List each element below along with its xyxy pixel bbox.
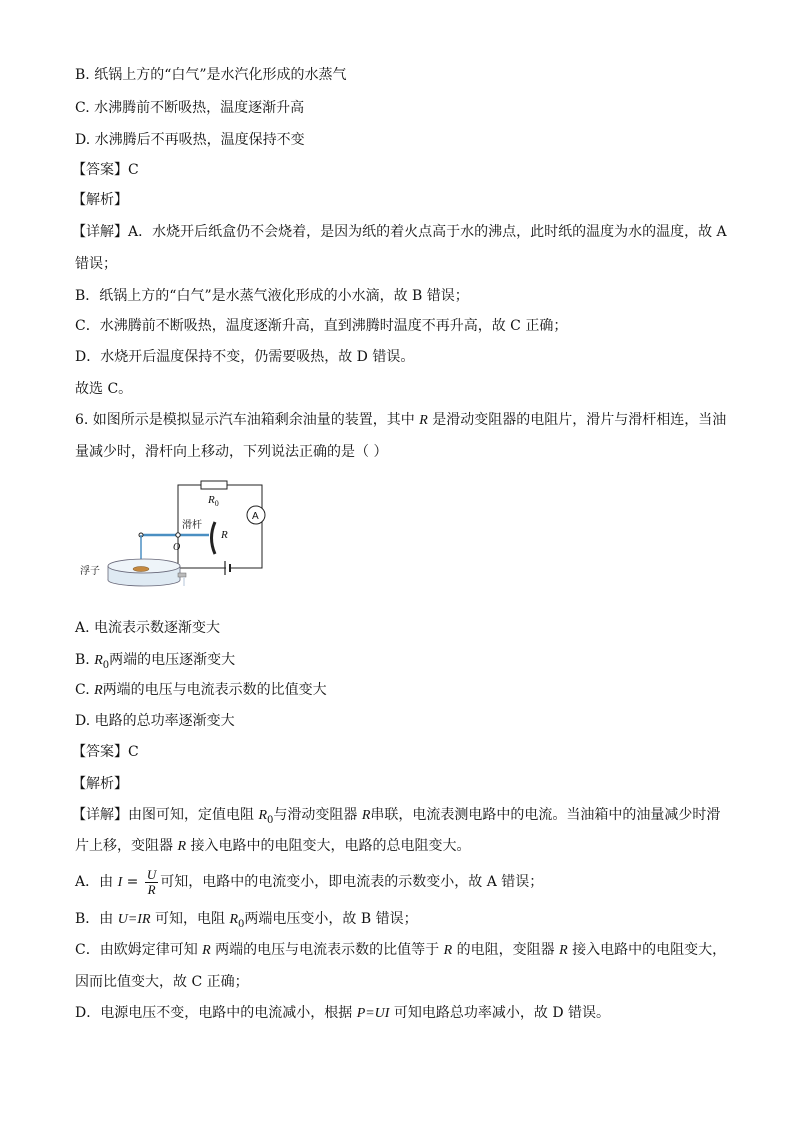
prev-answer: 【答案】C [72,162,139,178]
pivot-label: O [173,542,181,553]
float-label: 浮子 [80,566,100,577]
oil-gauge-circuit-figure [78,478,288,588]
r-label: R [221,529,228,541]
prev-option-d: D. 水沸腾后不再吸热，温度保持不变 [75,132,305,148]
prev-analysis-label: 【解析】 [72,192,128,208]
tap [178,573,186,577]
prev-detail-d: D．水烧开后温度保持不变，仍需要吸热，故 D 错误。 [75,349,415,365]
prev-detail-a-line2: 错误； [75,256,117,272]
q6-answer: 【答案】C [72,744,139,760]
prev-detail-b: B．纸锅上方的“白气”是水蒸气液化形成的小水滴，故 B 错误； [75,288,469,304]
q6-option-a: A. 电流表示数逐渐变大 [75,620,221,636]
ammeter-label: A [252,511,259,522]
prev-detail-a-line1: 【详解】A．水烧开后纸盒仍不会烧着，是因为纸的着火点高于水的沸点，此时纸的温度为水的温度，故 A [72,224,727,240]
r-arc [212,522,216,554]
prev-detail-c: C．水沸腾前不断吸热，温度逐渐升高，直到沸腾时温度不再升高，故 C 正确； [75,318,568,334]
q6-detail-c-line1: C．由欧姆定律可知 R 两端的电压与电流表示数的比值等于 R 的电阻，变阻器 R 接入电路中的电阻变大， [75,942,727,958]
q6-detail-c-line2: 因而比值变大，故 C 正确； [75,974,249,990]
prev-conclusion: 故选 C。 [75,381,133,397]
float [133,567,149,572]
q6-stem-line1: 6. 如图所示是模拟显示汽车油箱剩余油量的装置，其中 R 是滑动变阻器的电阻片，滑片与滑杆相连，当油 [75,412,727,428]
r0-resistor [201,481,227,489]
q6-option-b: B. $R_0$两端的电压逐渐变大 [75,652,236,671]
battery-gap [226,564,229,572]
pivot-o [176,533,180,537]
r0-label: $R_0$ [208,494,219,508]
q6-stem-line2: 量减少时，滑杆向上移动，下列说法正确的是（ ） [75,444,388,460]
q6-detail-line2: 片上移，变阻器 R 接入电路中的电阻变大，电路的总电阻变大。 [75,838,471,854]
rod-label: 滑杆 [182,520,202,531]
prev-option-c: C. 水沸腾前不断吸热，温度逐渐升高 [75,100,305,116]
q6-option-d: D. 电路的总功率逐渐变大 [75,713,235,729]
q6-detail-d: D．电源电压不变，电路中的电流减小，根据 P=UI 可知电路总功率减小，故 D 错误。 [75,1005,611,1021]
q6-option-c: C. R两端的电压与电流表示数的比值变大 [75,682,327,698]
prev-option-b: B. 纸锅上方的“白气”是水汽化形成的水蒸气 [75,67,347,83]
q6-detail-b: B．由 U=IR 可知，电阻 $R_0$两端电压变小，故 B 错误； [75,911,418,930]
q6-detail-line1: 【详解】由图可知，定值电阻 $R_0$与滑动变阻器 R串联，电流表测电路中的电流。当油箱中的油量减少时滑 [72,807,721,826]
q6-analysis-label: 【解析】 [72,776,128,792]
ohm-fraction: $\frac{U}{R}$ [146,866,157,897]
q6-detail-a: A．由 I = $\frac{U}{R}$ 可知，电路中的电流变小，即电流表的示数变小，故 A 错误； [75,866,544,897]
